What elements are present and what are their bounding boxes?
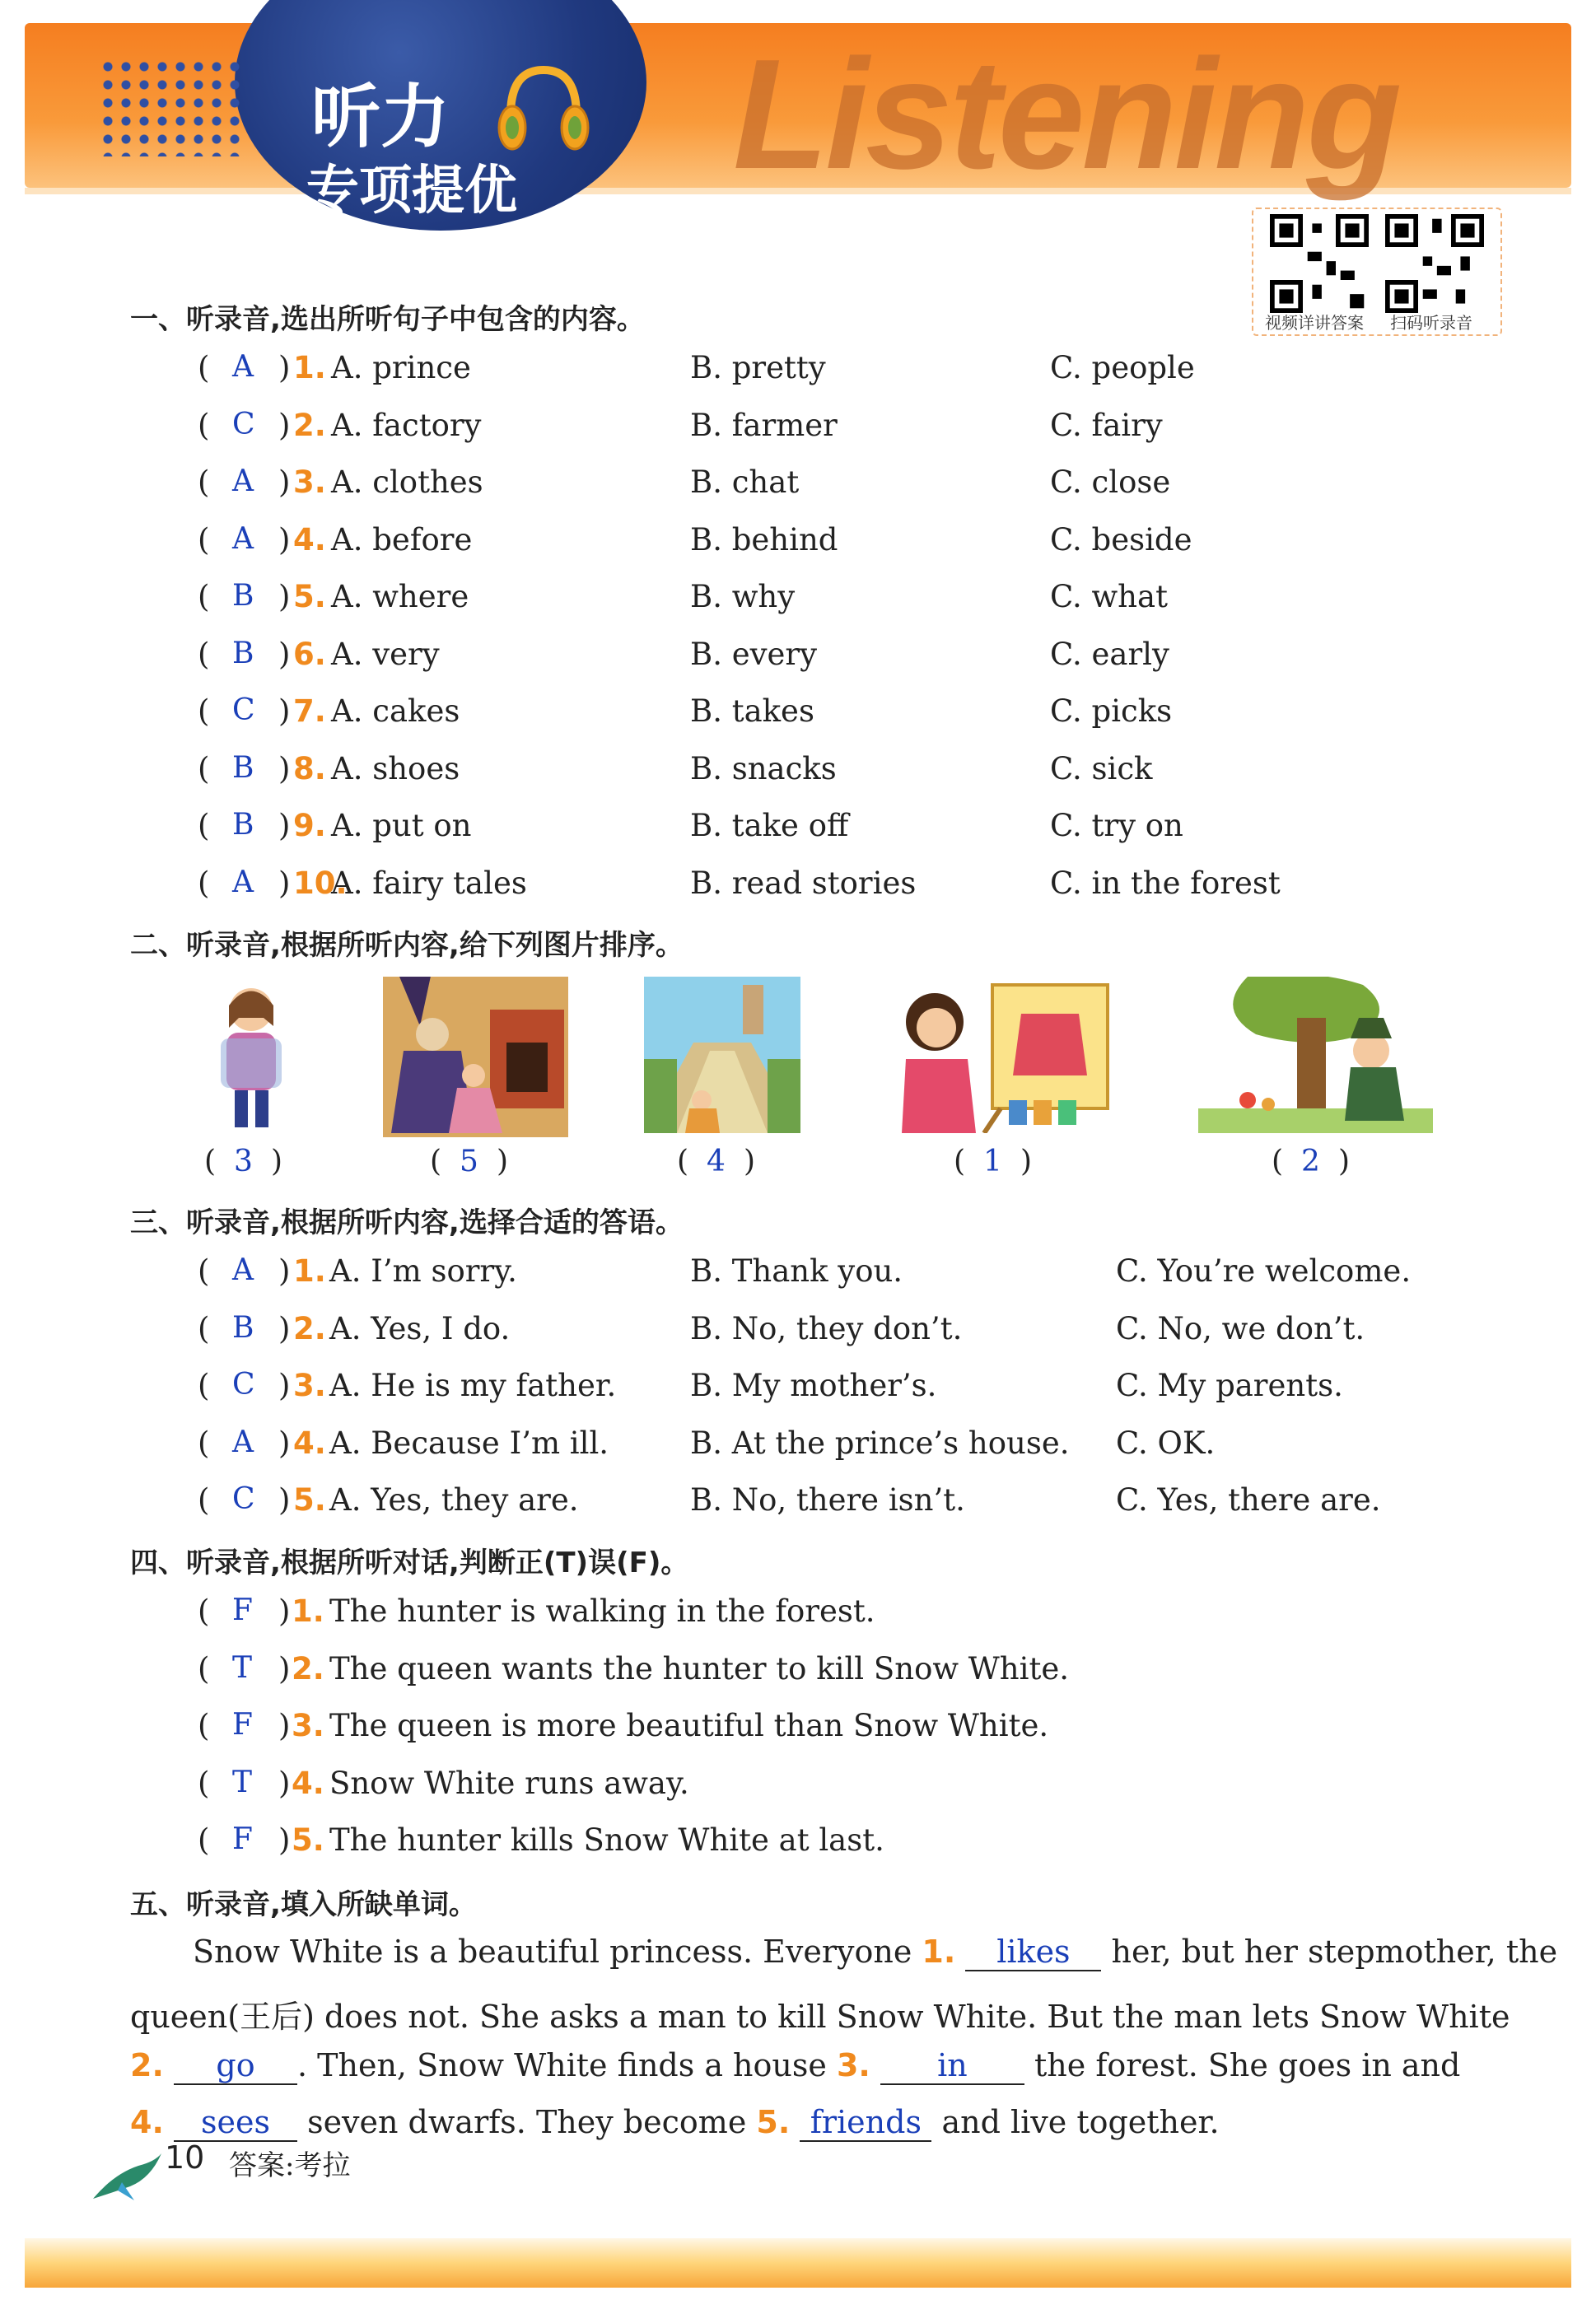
answer-paren-open: (	[198, 750, 210, 786]
answer-paren-close: )	[278, 636, 291, 672]
question-number: 9.	[293, 808, 326, 843]
answer-paren-open: (	[1272, 1145, 1284, 1178]
option-b: B. pretty	[690, 350, 826, 385]
question-row	[0, 865, 1596, 915]
picture-order-number: 1	[983, 1145, 1002, 1178]
bird-icon	[89, 2149, 163, 2207]
answer-choice[interactable]: B	[232, 808, 254, 842]
option-a: A. put on	[331, 808, 472, 843]
question-number: 8.	[293, 750, 326, 786]
option-a: A. very	[331, 636, 440, 672]
answer-paren-close: )	[278, 1310, 291, 1346]
question-number: 3.	[292, 1708, 324, 1743]
answer-choice[interactable]: A	[232, 350, 254, 384]
footer-band	[25, 2238, 1571, 2288]
question-row	[0, 1822, 1596, 1872]
option-c: C. people	[1050, 350, 1195, 385]
answer-paren-close: )	[278, 1765, 291, 1801]
castle-stairs-icon	[644, 977, 800, 1133]
question-number: 10.	[293, 865, 348, 901]
option-c: C. close	[1050, 464, 1171, 500]
option-a: A. where	[331, 579, 469, 614]
statement-text: The hunter kills Snow White at last.	[329, 1822, 884, 1858]
answer-choice[interactable]: C	[232, 1368, 255, 1402]
option-c: C. OK.	[1116, 1425, 1216, 1461]
question-number: 5.	[293, 579, 326, 614]
option-b: B. takes	[690, 693, 814, 729]
blank-answer[interactable]: in	[880, 2047, 1024, 2085]
question-row	[0, 1311, 1596, 1360]
answer-paren-open: (	[198, 521, 210, 558]
picture-order-answer[interactable]	[954, 1145, 1032, 1178]
option-b: B. chat	[690, 464, 800, 500]
girl-cold-icon	[189, 977, 313, 1137]
answer-paren-open: (	[198, 1765, 210, 1801]
answer-paren-close: )	[278, 865, 291, 901]
option-c: C. Yes, there are.	[1116, 1482, 1381, 1518]
answer-paren-close: )	[278, 1482, 291, 1518]
qr-panel	[1252, 208, 1502, 336]
statement-text: The queen is more beautiful than Snow White.	[329, 1708, 1049, 1743]
question-row	[0, 808, 1596, 857]
answer-paren-close: )	[278, 350, 291, 385]
question-row	[0, 1425, 1596, 1475]
question-number: 2.	[293, 1310, 326, 1346]
option-a: A. prince	[331, 350, 471, 385]
statement-text: The queen wants the hunter to kill Snow White.	[329, 1650, 1069, 1687]
option-c: C. in the forest	[1050, 865, 1281, 901]
answer-choice[interactable]: F	[232, 1822, 253, 1856]
qr-code-icon[interactable]	[1385, 214, 1484, 313]
option-b: B. take off	[690, 808, 849, 843]
answer-paren-open: (	[204, 1145, 217, 1178]
question-row	[0, 350, 1596, 399]
answer-paren-close: )	[278, 750, 291, 786]
page-title: 听力	[311, 77, 450, 157]
answer-choice[interactable]: A	[232, 1253, 254, 1287]
question-row	[0, 1253, 1596, 1303]
picture-order-number: 5	[460, 1145, 478, 1178]
answer-paren-open: (	[198, 865, 210, 901]
question-row	[0, 464, 1596, 514]
blank-number: 4.	[130, 2104, 164, 2140]
question-number: 2.	[292, 1650, 324, 1687]
picture-order-answer[interactable]	[204, 1145, 282, 1178]
question-number: 3.	[293, 464, 326, 500]
answer-paren-close: )	[278, 1822, 291, 1858]
question-number: 1.	[292, 1593, 324, 1629]
answer-paren-close: )	[278, 521, 291, 558]
answer-paren-close: )	[278, 1253, 291, 1289]
witch-scene-icon	[383, 977, 568, 1137]
question-number: 6.	[293, 636, 326, 672]
option-b: B. behind	[690, 521, 838, 558]
answer-paren-close: )	[1020, 1145, 1032, 1178]
option-c: C. No, we don’t.	[1116, 1310, 1365, 1346]
answer-choice[interactable]: F	[232, 1708, 253, 1742]
answer-paren-open: (	[198, 1822, 210, 1858]
option-c: C. fairy	[1050, 407, 1163, 443]
option-b: B. farmer	[690, 407, 838, 443]
qr-caption-right: 扫码听录音	[1390, 313, 1472, 333]
statement-text: The hunter is walking in the forest.	[329, 1593, 875, 1629]
answer-choice[interactable]: A	[232, 1425, 254, 1459]
option-c: C. sick	[1050, 750, 1153, 786]
question-number: 5.	[293, 1482, 326, 1518]
question-row	[0, 579, 1596, 628]
answer-paren-close: )	[278, 1368, 291, 1403]
answer-paren-open: (	[198, 579, 210, 614]
answer-choice[interactable]: F	[232, 1593, 253, 1627]
option-c: C. My parents.	[1116, 1368, 1343, 1403]
blank-answer[interactable]: likes	[965, 1934, 1101, 1971]
qr-caption-left: 视频详讲答案	[1265, 313, 1364, 333]
question-row	[0, 1651, 1596, 1701]
option-a: A. Because I’m ill.	[329, 1425, 609, 1461]
page-note: 答案:考拉	[229, 2149, 351, 2182]
option-a: A. before	[331, 521, 473, 558]
answer-paren-close: )	[278, 1708, 291, 1743]
answer-paren-open: (	[198, 1368, 210, 1403]
option-c: C. beside	[1050, 521, 1192, 558]
question-row	[0, 1766, 1596, 1815]
picture-order-number: 2	[1301, 1145, 1320, 1178]
page-subtitle: 专项提优	[306, 161, 517, 222]
answer-paren-open: (	[954, 1145, 966, 1178]
answer-paren-open: (	[198, 636, 210, 672]
answer-paren-close: )	[278, 1425, 291, 1461]
option-a: A. Yes, they are.	[329, 1482, 579, 1518]
answer-choice[interactable]: B	[232, 579, 254, 613]
option-c: C. picks	[1050, 693, 1173, 729]
cloze-line-4: 4. sees seven dwarfs. They become 5. friends and live together.	[130, 2104, 1220, 2140]
answer-paren-open: (	[430, 1145, 442, 1178]
answer-paren-open: (	[198, 693, 210, 729]
cloze-line-2: queen(王后) does not. She asks a man to kill Snow White. But the man lets Snow White	[130, 1999, 1510, 2035]
option-b: B. My mother’s.	[690, 1368, 937, 1403]
question-row	[0, 637, 1596, 686]
option-c: C. You’re welcome.	[1116, 1253, 1412, 1289]
answer-choice[interactable]: A	[232, 865, 254, 899]
answer-choice[interactable]: A	[232, 464, 254, 498]
answer-paren-close: )	[278, 1593, 291, 1629]
picture-order-number: 4	[707, 1145, 726, 1178]
option-a: A. fairy tales	[331, 865, 527, 901]
cloze-line-1: Snow White is a beautiful princess. Everyone 1. likes her, but her stepmother, the	[193, 1934, 1558, 1970]
answer-paren-open: (	[198, 1650, 210, 1687]
answer-paren-open: (	[198, 464, 210, 500]
section-heading: 五、听录音,填入所缺单词。	[130, 1888, 477, 1921]
answer-paren-close: )	[278, 407, 291, 443]
answer-choice[interactable]: T	[232, 1765, 253, 1799]
picture-order-answer[interactable]	[430, 1145, 508, 1178]
picture-order-number: 3	[234, 1145, 253, 1178]
answer-paren-close: )	[270, 1145, 282, 1178]
option-b: B. No, there isn’t.	[690, 1482, 965, 1518]
option-b: B. Thank you.	[690, 1253, 903, 1289]
question-row	[0, 408, 1596, 457]
question-row	[0, 1593, 1596, 1643]
girl-painting-icon	[877, 977, 1124, 1133]
answer-paren-close: )	[496, 1145, 508, 1178]
option-c: C. early	[1050, 636, 1169, 672]
answer-paren-close: )	[278, 1650, 291, 1687]
option-b: B. No, they don’t.	[690, 1310, 963, 1346]
blank-answer[interactable]: sees	[174, 2104, 297, 2142]
picture-order-answer[interactable]	[677, 1145, 755, 1178]
question-number: 4.	[293, 521, 326, 558]
question-number: 1.	[293, 1253, 326, 1289]
answer-paren-open: (	[198, 1310, 210, 1346]
answer-paren-close: )	[1337, 1145, 1350, 1178]
page-number: 10	[165, 2139, 205, 2176]
answer-paren-close: )	[743, 1145, 755, 1178]
question-number: 4.	[292, 1765, 324, 1801]
option-c: C. what	[1050, 579, 1168, 614]
option-a: A. cakes	[331, 693, 460, 729]
question-row	[0, 1482, 1596, 1532]
option-b: B. At the prince’s house.	[690, 1425, 1070, 1461]
answer-paren-close: )	[278, 808, 291, 843]
answer-paren-open: (	[198, 1482, 210, 1518]
question-row	[0, 1708, 1596, 1757]
answer-paren-open: (	[198, 808, 210, 843]
headphone-icon	[494, 58, 593, 165]
blank-number: 2.	[130, 2047, 164, 2083]
answer-choice[interactable]: B	[232, 750, 254, 785]
qr-code-icon[interactable]	[1270, 214, 1369, 313]
cloze-line-3: 2. go . Then, Snow White finds a house 3. in the forest. She goes in and	[130, 2047, 1461, 2083]
answer-paren-open: (	[198, 407, 210, 443]
question-row	[0, 1368, 1596, 1417]
answer-paren-close: )	[278, 579, 291, 614]
answer-paren-open: (	[677, 1145, 689, 1178]
question-row	[0, 693, 1596, 743]
option-b: B. read stories	[690, 865, 917, 901]
section-heading: 二、听录音,根据所听内容,给下列图片排序。	[130, 929, 684, 962]
answer-choice[interactable]: C	[232, 693, 255, 727]
question-row	[0, 522, 1596, 572]
blank-number: 5.	[756, 2104, 791, 2140]
picture-order-answer[interactable]	[1272, 1145, 1350, 1178]
blank-number: 3.	[836, 2047, 870, 2083]
option-b: B. snacks	[690, 750, 837, 786]
answer-paren-close: )	[278, 693, 291, 729]
answer-paren-open: (	[198, 1253, 210, 1289]
option-a: A. Yes, I do.	[329, 1310, 511, 1346]
question-number: 2.	[293, 407, 326, 443]
section-heading: 四、听录音,根据所听对话,判断正(T)误(F)。	[130, 1547, 689, 1579]
section-heading: 一、听录音,选出所听句子中包含的内容。	[130, 303, 645, 336]
answer-choice[interactable]: C	[232, 1482, 255, 1516]
option-a: A. factory	[331, 407, 482, 443]
forest-dwarf-icon	[1198, 977, 1433, 1133]
statement-text: Snow White runs away.	[329, 1765, 689, 1801]
blank-answer[interactable]: go	[174, 2047, 297, 2085]
answer-choice[interactable]: B	[232, 636, 254, 670]
answer-paren-open: (	[198, 1593, 210, 1629]
answer-paren-open: (	[198, 1708, 210, 1743]
answer-choice[interactable]: A	[232, 521, 254, 556]
answer-choice[interactable]: T	[232, 1650, 253, 1685]
section-heading: 三、听录音,根据所听内容,选择合适的答语。	[130, 1206, 684, 1239]
option-a: A. I’m sorry.	[329, 1253, 517, 1289]
answer-paren-close: )	[278, 464, 291, 500]
question-number: 4.	[293, 1425, 326, 1461]
option-a: A. shoes	[331, 750, 460, 786]
answer-paren-open: (	[198, 350, 210, 385]
blank-number: 1.	[922, 1934, 956, 1970]
answer-choice[interactable]: C	[232, 407, 255, 441]
decorative-dots	[99, 58, 247, 156]
question-number: 5.	[292, 1822, 324, 1858]
question-number: 3.	[293, 1368, 326, 1403]
option-a: A. clothes	[331, 464, 483, 500]
option-a: A. He is my father.	[329, 1368, 617, 1403]
question-number: 1.	[293, 350, 326, 385]
blank-answer[interactable]: friends	[800, 2104, 931, 2142]
option-c: C. try on	[1050, 808, 1183, 843]
question-row	[0, 751, 1596, 800]
answer-choice[interactable]: B	[232, 1310, 254, 1345]
question-number: 7.	[293, 693, 326, 729]
answer-paren-open: (	[198, 1425, 210, 1461]
option-b: B. why	[690, 579, 796, 614]
banner-word: Listening	[733, 27, 1399, 202]
option-b: B. every	[690, 636, 817, 672]
